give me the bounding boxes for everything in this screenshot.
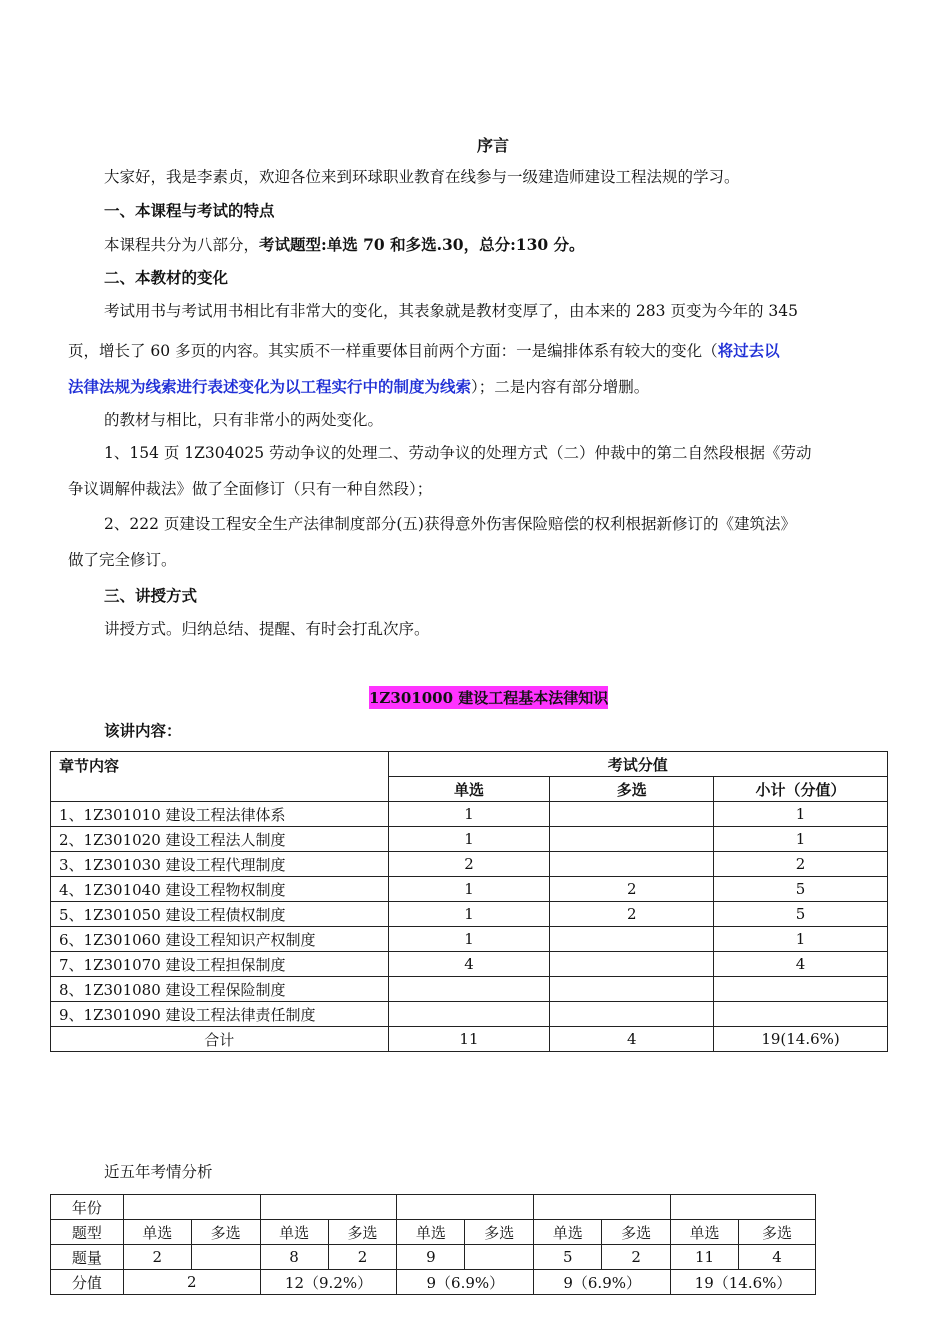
- row-name: 1、1Z301010 建设工程法律体系: [51, 802, 389, 827]
- row-single: 4: [388, 952, 550, 977]
- total-single: 11: [388, 1027, 550, 1052]
- row-subtotal: 1: [714, 927, 888, 952]
- header-single: 单选: [388, 777, 550, 802]
- row-subtotal: 1: [714, 802, 888, 827]
- chapter-title: 1Z301000 建设工程基本法律知识: [369, 686, 608, 709]
- total-row: [51, 1027, 888, 1052]
- row-multi: [550, 827, 714, 852]
- section2-line5: 1、154 页 1Z304025 劳动争议的处理二、劳动争议的处理方式（二）仲裁中的第二自然段根据《劳动: [104, 444, 812, 462]
- table-row: [51, 902, 888, 927]
- row-name: 7、1Z301070 建设工程担保制度: [51, 952, 389, 977]
- row-name: 5、1Z301050 建设工程债权制度: [51, 902, 389, 927]
- type-multi: 多选: [602, 1220, 671, 1245]
- row-subtotal: 1: [714, 827, 888, 852]
- score-cell: 2: [123, 1270, 260, 1295]
- section2-line4: 的教材与相比，只有非常小的两处变化。: [104, 411, 384, 429]
- section2-line7: 2、222 页建设工程安全生产法律制度部分(五)获得意外伤害保险赔偿的权利根据新修订的《建筑法》: [104, 515, 796, 533]
- row-subtotal: 5: [714, 902, 888, 927]
- type-label: 题型: [51, 1220, 124, 1245]
- row-name: 6、1Z301060 建设工程知识产权制度: [51, 927, 389, 952]
- table-row: [51, 802, 888, 827]
- row-single: [388, 977, 550, 1002]
- section2-line3-a: 法律法规为线索进行表述变化为以工程实行中的制度为线索: [68, 377, 472, 396]
- qty-cell: 2: [123, 1245, 191, 1270]
- row-subtotal: [714, 1002, 888, 1027]
- exam-analysis-table: [50, 1194, 816, 1295]
- type-single: 单选: [397, 1220, 465, 1245]
- header-score: 考试分值: [388, 752, 887, 777]
- row-subtotal: [714, 977, 888, 1002]
- section2-heading: 二、本教材的变化: [104, 268, 229, 287]
- year-label: 年份: [51, 1195, 124, 1220]
- row-multi: [550, 1002, 714, 1027]
- type-multi: 多选: [328, 1220, 397, 1245]
- row-multi: 2: [550, 877, 714, 902]
- chapter-score-table: [50, 751, 888, 1052]
- row-multi: [550, 852, 714, 877]
- section3-heading: 三、讲授方式: [104, 586, 198, 605]
- section1-text-b: 考试题型:单选 70 和多选.30，总分:130 分。: [259, 235, 585, 254]
- year-cell: [534, 1195, 671, 1220]
- score-cell: 9（6.9%）: [397, 1270, 534, 1295]
- year-row: [51, 1195, 816, 1220]
- section2-line2: [68, 343, 780, 360]
- total-multi: 4: [550, 1027, 714, 1052]
- score-cell: 19（14.6%）: [671, 1270, 816, 1295]
- section2-line3: [68, 379, 649, 396]
- header-subtotal: 小计（分值）: [714, 777, 888, 802]
- row-single: 1: [388, 927, 550, 952]
- year-cell: [123, 1195, 260, 1220]
- year-cell: [397, 1195, 534, 1220]
- type-row: [51, 1220, 816, 1245]
- table-row: [51, 927, 888, 952]
- row-single: 1: [388, 827, 550, 852]
- row-multi: [550, 952, 714, 977]
- table-row: [51, 1002, 888, 1027]
- row-name: 4、1Z301040 建设工程物权制度: [51, 877, 389, 902]
- row-multi: 2: [550, 902, 714, 927]
- type-single: 单选: [671, 1220, 739, 1245]
- row-single: 1: [388, 802, 550, 827]
- row-multi: [550, 977, 714, 1002]
- section2-line3-b: ）；二是内容有部分增删。: [471, 378, 650, 396]
- table-row: [51, 877, 888, 902]
- qty-cell: [465, 1245, 534, 1270]
- total-subtotal: 19(14.6%): [714, 1027, 888, 1052]
- type-multi: 多选: [465, 1220, 534, 1245]
- section1-text-a: 本课程共分为八部分，: [104, 236, 260, 254]
- type-multi: 多选: [739, 1220, 816, 1245]
- table-row: [51, 827, 888, 852]
- score-cell: 12（9.2%）: [260, 1270, 397, 1295]
- row-subtotal: 2: [714, 852, 888, 877]
- table-row: [51, 852, 888, 877]
- section2-line6: 争议调解仲裁法》做了全面修订（只有一种自然段）；: [68, 480, 433, 498]
- row-single: [388, 1002, 550, 1027]
- row-name: 8、1Z301080 建设工程保险制度: [51, 977, 389, 1002]
- qty-row: [51, 1245, 816, 1270]
- row-subtotal: 5: [714, 877, 888, 902]
- row-single: 1: [388, 902, 550, 927]
- year-cell: [671, 1195, 816, 1220]
- score-row: [51, 1270, 816, 1295]
- page-title: 序言: [476, 136, 509, 155]
- qty-cell: 2: [328, 1245, 397, 1270]
- qty-cell: [191, 1245, 260, 1270]
- row-single: 2: [388, 852, 550, 877]
- analysis-label: 近五年考情分析: [104, 1163, 213, 1181]
- year-cell: [260, 1195, 397, 1220]
- table-row: [51, 977, 888, 1002]
- section2-line2-a: 页，增长了 60 多页的内容。其实质不一样重要体目前两个方面：一是编排体系有较大的变化（: [68, 342, 718, 360]
- type-single: 单选: [534, 1220, 602, 1245]
- row-multi: [550, 802, 714, 827]
- header-multi: 多选: [550, 777, 714, 802]
- section2-line2-b: 将过去以: [717, 341, 780, 360]
- total-name: 合计: [51, 1027, 389, 1052]
- qty-cell: 5: [534, 1245, 602, 1270]
- row-name: 2、1Z301020 建设工程法人制度: [51, 827, 389, 852]
- row-name: 9、1Z301090 建设工程法律责任制度: [51, 1002, 389, 1027]
- qty-cell: 9: [397, 1245, 465, 1270]
- type-multi: 多选: [191, 1220, 260, 1245]
- row-multi: [550, 927, 714, 952]
- type-single: 单选: [260, 1220, 328, 1245]
- section2-line8: 做了完全修订。: [68, 551, 177, 569]
- score-cell: 9（6.9%）: [534, 1270, 671, 1295]
- section2-line1: 考试用书与考试用书相比有非常大的变化，其表象就是教材变厚了，由本来的 283 页变为今年的 345: [104, 302, 798, 320]
- qty-cell: 2: [602, 1245, 671, 1270]
- section1-heading: 一、本课程与考试的特点: [104, 201, 275, 220]
- type-single: 单选: [123, 1220, 191, 1245]
- table-row: [51, 952, 888, 977]
- intro-paragraph: 大家好，我是李素贞，欢迎各位来到环球职业教育在线参与一级建造师建设工程法规的学习。: [104, 168, 740, 186]
- section1-text: [104, 237, 585, 254]
- row-name: 3、1Z301030 建设工程代理制度: [51, 852, 389, 877]
- qty-label: 题量: [51, 1245, 124, 1270]
- row-subtotal: 4: [714, 952, 888, 977]
- section3-text: 讲授方式。归纳总结、提醒、有时会打乱次序。: [104, 620, 430, 638]
- qty-cell: 4: [739, 1245, 816, 1270]
- score-label: 分值: [51, 1270, 124, 1295]
- lecture-label: 该讲内容：: [104, 721, 182, 740]
- qty-cell: 11: [671, 1245, 739, 1270]
- row-single: 1: [388, 877, 550, 902]
- qty-cell: 8: [260, 1245, 328, 1270]
- header-content: 章节内容: [51, 752, 389, 802]
